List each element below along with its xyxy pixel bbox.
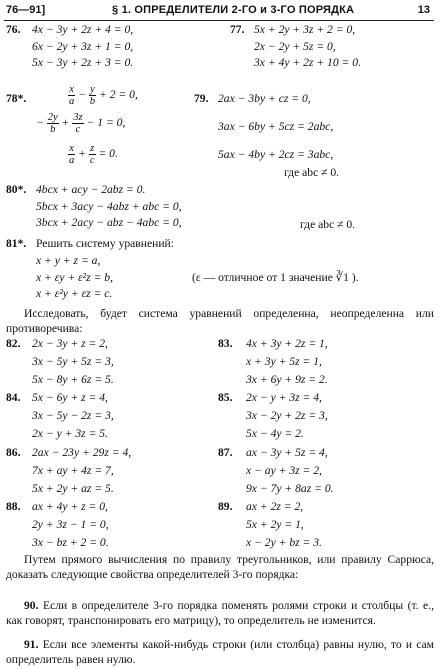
problem-81-note: (ε — отличное от 1 значение ∛1 ). <box>192 271 359 284</box>
equation: ax + 2z = 2, <box>246 500 304 513</box>
problem-number: 79. <box>194 92 209 105</box>
problem-number: 91. <box>24 638 39 651</box>
problem-90 <box>6 598 434 628</box>
equation: 3x − bz + 2 = 0. <box>32 536 109 549</box>
page-number: 13 <box>417 4 430 16</box>
problem-number: 87. <box>218 446 233 459</box>
condition: где abc ≠ 0. <box>300 218 356 231</box>
problem-number: 89. <box>218 500 233 513</box>
equation: x + 3y + 5z = 1, <box>246 355 322 368</box>
condition: где abc ≠ 0. <box>284 166 340 179</box>
equation: 3x − 2y + 2z = 3, <box>246 409 328 422</box>
problem-85 <box>246 389 328 443</box>
problem-91-text: Если все элементы какой-нибудь строки (или столбца) равны нулю, то и сам определитель равен нулю. <box>6 638 434 666</box>
equation: 2x − y + 3z = 4, <box>246 391 322 404</box>
problem-83 <box>246 335 328 389</box>
equation: 2ax − 3by + cz = 0, <box>218 92 311 105</box>
equation: x + y + z = a, <box>36 254 101 267</box>
equation: 4x + 3y + 2z = 1, <box>246 337 328 350</box>
equation: x + ε²y + εz = c. <box>36 287 113 300</box>
problem-86 <box>32 444 131 498</box>
equation: 5x + 2y + az = 5. <box>32 482 114 495</box>
problem-78-eq2: − $\frac{2y}{b}$ + $\frac{3z}{c}$ − 1 = 0, <box>36 112 126 135</box>
equation: 5x + 2y + 3z + 2 = 0, <box>254 23 356 36</box>
intro-paragraph: Исследовать, будет система уравнений определенна, неопределенна или противоречива: <box>6 307 434 335</box>
header-rule <box>4 20 434 21</box>
problem-76 <box>32 22 133 72</box>
equation: 5x − 8y + 6z = 5. <box>32 373 114 386</box>
problem-number: 76. <box>6 23 21 36</box>
problem-87 <box>246 444 334 498</box>
equation: x − ay + 3z = 2, <box>246 464 322 477</box>
equation: 4x − 3y + 2z + 4 = 0, <box>32 23 134 36</box>
problem-88 <box>32 498 109 552</box>
equation: 5ax − 4by + 2cz = 3abc, <box>218 148 334 161</box>
problem-84 <box>32 389 114 443</box>
problem-80 <box>36 182 182 232</box>
equation: x + εy + ε²z = b, <box>36 270 113 284</box>
equation: 4bcx + acy − 2abz = 0. <box>36 183 146 196</box>
problem-78-eq1: $\frac{x}{a}$ − $\frac{y}{b}$ + 2 = 0, <box>69 84 138 107</box>
equation: 5x − 3y + 2z + 3 = 0. <box>32 56 134 69</box>
equation: ax − 3y + 5z = 4, <box>246 446 328 459</box>
problem-number: 83. <box>218 337 233 350</box>
equation: 5x + 2y = 1, <box>246 518 304 531</box>
problem-number: 82. <box>6 337 21 350</box>
equation: 2ax − 23y + 29z = 4, <box>32 446 132 459</box>
page-header <box>0 4 440 20</box>
problem-number: 84. <box>6 391 21 404</box>
problem-number: 78*. <box>6 92 27 105</box>
problem-number: 80*. <box>6 183 27 196</box>
sarrus-paragraph: Путем прямого вычисления по правилу треугольников, или правилу Саррюса, доказать следующие свойства определителей 3-го порядка: <box>6 553 434 581</box>
equation: 3ax − 6by + 5cz = 2abc, <box>218 120 334 133</box>
equation: 3bcx + 2acy − abz − 4abc = 0, <box>36 216 182 229</box>
equation: 6x − 2y + 3z + 1 = 0, <box>32 39 134 53</box>
problem-81-text: Решить систему уравнений: <box>36 237 174 250</box>
problem-89 <box>246 498 322 552</box>
problem-number: 77. <box>230 23 245 36</box>
problem-77 <box>254 22 361 72</box>
problem-91 <box>6 637 434 667</box>
equation: 5bcx + 3acy − 4abz + abc = 0, <box>36 199 182 213</box>
equation: ax + 4y + z = 0, <box>32 500 108 513</box>
equation: 2y + 3z − 1 = 0, <box>32 518 109 531</box>
equation: 2x − y + 3z = 5. <box>32 427 108 440</box>
problem-number: 81*. <box>6 237 27 250</box>
problem-81 <box>36 253 113 303</box>
equation: 7x + ay + 4z = 7, <box>32 464 114 477</box>
equation: 3x − 5y − 2z = 3, <box>32 409 114 422</box>
problem-82 <box>32 335 114 389</box>
problem-90-text: Если в определителе 3-го порядка поменять ролями строки и столбцы (т. е., как говорят, транспонировать его матрицу), то определитель не изменится. <box>6 599 434 627</box>
equation: 2x − 2y + 5z = 0, <box>254 39 336 53</box>
page-range: 76—91] <box>6 4 46 16</box>
problem-number: 90. <box>24 599 39 612</box>
problem-number: 85. <box>218 391 233 404</box>
equation: 3x + 6y + 9z = 2. <box>246 373 328 386</box>
equation: 5x − 4y = 2. <box>246 427 304 440</box>
problem-78-eq3: $\frac{x}{a}$ + $\frac{z}{c}$ = 0. <box>69 143 118 166</box>
equation: 3x + 4y + 2z + 10 = 0. <box>254 56 361 69</box>
equation: 3x − 5y + 5z = 3, <box>32 355 114 368</box>
section-title: § 1. ОПРЕДЕЛИТЕЛИ 2-ГО и 3-ГО ПОРЯДКА <box>112 4 355 16</box>
equation: 2x − 3y + z = 2, <box>32 337 108 350</box>
equation: 9x − 7y + 8az = 0. <box>246 482 334 495</box>
problem-number: 88. <box>6 500 21 513</box>
equation: 5x − 6y + z = 4, <box>32 391 108 404</box>
equation: x − 2y + bz = 3. <box>246 536 322 549</box>
problem-number: 86. <box>6 446 21 459</box>
